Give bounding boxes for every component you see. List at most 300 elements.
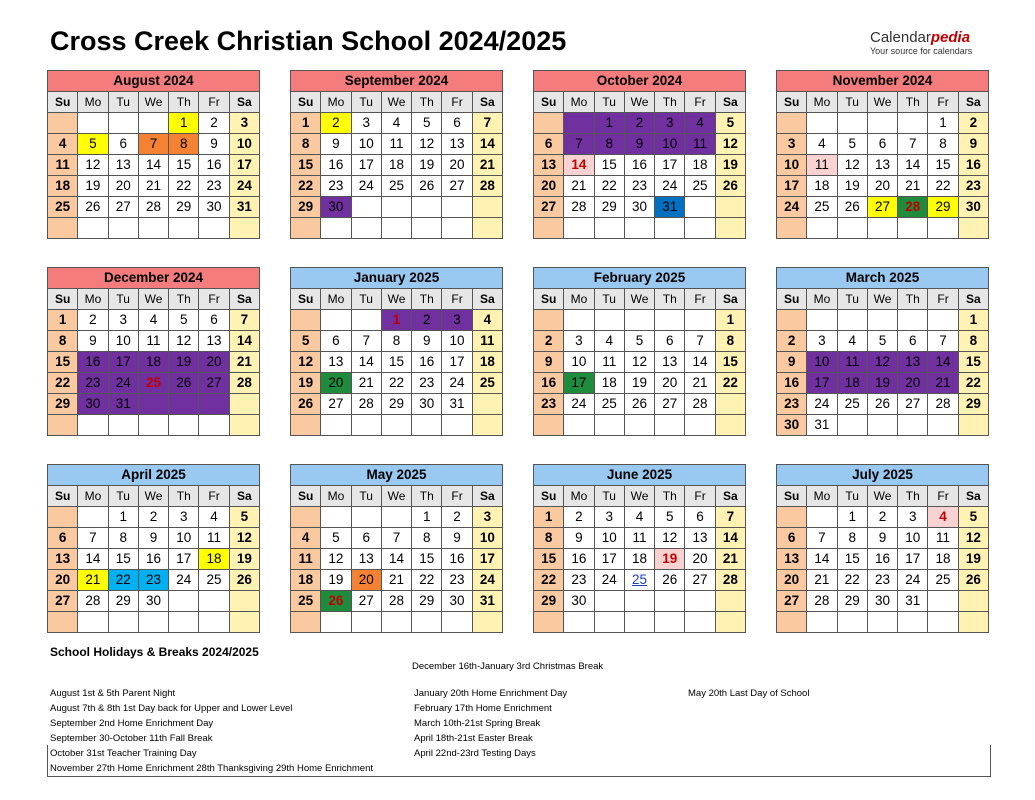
day-cell: 15 <box>534 549 564 570</box>
day-cell: 1 <box>594 113 624 134</box>
day-cell: 2 <box>777 331 807 352</box>
day-cell <box>655 415 685 436</box>
day-cell: 29 <box>928 197 958 218</box>
weekday-header: Th <box>655 289 685 310</box>
weekday-header: Mo <box>78 486 108 507</box>
day-cell: 4 <box>594 331 624 352</box>
day-cell: 30 <box>199 197 229 218</box>
day-cell <box>108 113 138 134</box>
weekday-header: Mo <box>78 92 108 113</box>
day-cell: 19 <box>958 549 988 570</box>
day-cell: 18 <box>594 373 624 394</box>
day-cell <box>715 197 745 218</box>
day-cell: 12 <box>624 352 654 373</box>
day-cell <box>412 612 442 633</box>
week-row <box>48 373 260 394</box>
weekday-header: Sa <box>715 486 745 507</box>
weekday-header: Th <box>169 486 199 507</box>
weekday-header: We <box>867 289 897 310</box>
week-row <box>291 528 503 549</box>
day-cell: 3 <box>655 113 685 134</box>
weekday-header: Mo <box>564 92 594 113</box>
day-cell <box>138 218 168 239</box>
day-cell: 12 <box>169 331 199 352</box>
day-cell <box>564 113 594 134</box>
day-cell: 12 <box>867 352 897 373</box>
day-cell <box>291 218 321 239</box>
week-row <box>48 612 260 633</box>
day-cell: 25 <box>138 373 168 394</box>
day-cell: 16 <box>564 549 594 570</box>
weekday-header: Sa <box>958 92 988 113</box>
month-calendar <box>290 267 503 436</box>
day-cell: 4 <box>138 310 168 331</box>
weekday-header: We <box>624 486 654 507</box>
day-cell: 14 <box>381 549 411 570</box>
weekday-header: Sa <box>229 289 259 310</box>
day-cell: 24 <box>351 176 381 197</box>
day-cell: 13 <box>867 155 897 176</box>
day-cell: 11 <box>138 331 168 352</box>
day-cell: 19 <box>229 549 259 570</box>
day-cell: 27 <box>655 394 685 415</box>
day-cell: 12 <box>655 528 685 549</box>
day-cell: 16 <box>777 373 807 394</box>
day-cell: 1 <box>958 310 988 331</box>
weekday-header: Th <box>655 486 685 507</box>
day-cell: 7 <box>78 528 108 549</box>
day-cell <box>837 218 867 239</box>
day-cell: 19 <box>291 373 321 394</box>
day-cell <box>351 218 381 239</box>
day-cell: 31 <box>108 394 138 415</box>
day-cell <box>594 218 624 239</box>
day-cell <box>351 415 381 436</box>
day-cell: 1 <box>715 310 745 331</box>
weekday-header: Tu <box>837 486 867 507</box>
day-cell <box>777 507 807 528</box>
day-cell: 22 <box>715 373 745 394</box>
day-cell: 1 <box>381 310 411 331</box>
day-cell: 15 <box>837 549 867 570</box>
week-row <box>534 310 746 331</box>
weekday-header: Tu <box>594 92 624 113</box>
day-cell <box>898 218 928 239</box>
day-cell: 12 <box>229 528 259 549</box>
weekday-header: We <box>624 289 654 310</box>
weekday-header: Fr <box>199 92 229 113</box>
note-item: December 16th-January 3rd Christmas Break <box>412 661 604 672</box>
day-cell: 7 <box>928 331 958 352</box>
weekday-header: Th <box>169 92 199 113</box>
day-cell <box>48 113 78 134</box>
weekday-header: Mo <box>807 289 837 310</box>
week-row <box>534 176 746 197</box>
day-cell <box>655 591 685 612</box>
week-row <box>534 549 746 570</box>
brand-name <box>870 30 1000 46</box>
day-cell <box>958 591 988 612</box>
day-cell: 27 <box>867 197 897 218</box>
day-cell: 19 <box>321 570 351 591</box>
day-cell: 21 <box>472 155 502 176</box>
day-cell <box>685 591 715 612</box>
day-cell: 12 <box>837 155 867 176</box>
day-cell: 3 <box>898 507 928 528</box>
day-cell: 13 <box>442 134 472 155</box>
day-cell: 11 <box>624 528 654 549</box>
day-cell: 31 <box>472 591 502 612</box>
day-cell <box>867 415 897 436</box>
day-cell: 22 <box>169 176 199 197</box>
week-row <box>534 155 746 176</box>
weekday-header: We <box>867 486 897 507</box>
day-cell: 19 <box>867 373 897 394</box>
day-cell: 29 <box>169 197 199 218</box>
day-cell: 3 <box>229 113 259 134</box>
day-cell: 22 <box>928 176 958 197</box>
weekday-header: Tu <box>351 92 381 113</box>
day-cell: 6 <box>777 528 807 549</box>
day-cell: 29 <box>837 591 867 612</box>
day-cell: 5 <box>715 113 745 134</box>
day-cell: 2 <box>564 507 594 528</box>
day-cell <box>867 612 897 633</box>
month-calendar <box>533 464 746 633</box>
week-row <box>48 310 260 331</box>
weekday-header: Sa <box>715 289 745 310</box>
day-cell: 8 <box>48 331 78 352</box>
day-cell: 10 <box>351 134 381 155</box>
day-cell <box>594 310 624 331</box>
weekday-header: Th <box>898 486 928 507</box>
weekday-header: Mo <box>78 289 108 310</box>
day-cell: 27 <box>321 394 351 415</box>
week-row <box>777 373 989 394</box>
day-cell: 23 <box>867 570 897 591</box>
day-cell: 20 <box>199 352 229 373</box>
day-cell <box>564 310 594 331</box>
weekday-header: Su <box>534 92 564 113</box>
day-cell <box>169 218 199 239</box>
day-cell: 4 <box>624 507 654 528</box>
day-cell: 13 <box>48 549 78 570</box>
weekday-header: Fr <box>442 289 472 310</box>
day-cell: 3 <box>169 507 199 528</box>
note-item: March 10th-21st Spring Break <box>414 718 541 729</box>
week-row <box>48 415 260 436</box>
day-cell: 2 <box>199 113 229 134</box>
day-cell: 10 <box>229 134 259 155</box>
day-cell: 18 <box>685 155 715 176</box>
day-cell <box>928 591 958 612</box>
day-cell: 31 <box>442 394 472 415</box>
day-cell: 11 <box>199 528 229 549</box>
day-cell <box>412 197 442 218</box>
day-cell: 26 <box>958 570 988 591</box>
week-row <box>48 176 260 197</box>
day-cell <box>715 218 745 239</box>
month-title: July 2025 <box>777 465 989 486</box>
weekday-header: Su <box>534 486 564 507</box>
month-calendar <box>290 464 503 633</box>
weekday-header: Mo <box>807 486 837 507</box>
weekday-header: Th <box>898 92 928 113</box>
day-cell: 30 <box>321 197 351 218</box>
week-row <box>534 528 746 549</box>
day-cell: 8 <box>594 134 624 155</box>
week-row <box>48 134 260 155</box>
day-cell <box>229 394 259 415</box>
day-cell: 7 <box>564 134 594 155</box>
day-cell: 1 <box>837 507 867 528</box>
month-table <box>290 70 503 239</box>
day-cell <box>351 507 381 528</box>
day-cell: 29 <box>958 394 988 415</box>
day-cell: 24 <box>564 394 594 415</box>
weekday-header: Tu <box>351 289 381 310</box>
day-cell: 21 <box>898 176 928 197</box>
day-cell <box>321 612 351 633</box>
day-cell: 30 <box>564 591 594 612</box>
day-cell: 5 <box>78 134 108 155</box>
day-cell: 7 <box>807 528 837 549</box>
week-row <box>291 570 503 591</box>
day-cell: 23 <box>442 570 472 591</box>
day-cell: 30 <box>442 591 472 612</box>
page-title: Cross Creek Christian School 2024/2025 <box>50 26 567 56</box>
day-cell <box>898 113 928 134</box>
day-cell: 9 <box>624 134 654 155</box>
day-cell: 21 <box>78 570 108 591</box>
day-cell <box>229 415 259 436</box>
day-cell: 3 <box>108 310 138 331</box>
day-cell: 23 <box>321 176 351 197</box>
day-cell: 11 <box>472 331 502 352</box>
day-cell: 13 <box>898 352 928 373</box>
day-cell: 15 <box>594 155 624 176</box>
day-cell: 9 <box>199 134 229 155</box>
day-cell <box>807 113 837 134</box>
day-cell <box>655 612 685 633</box>
day-cell: 25 <box>381 176 411 197</box>
weekday-header: We <box>138 289 168 310</box>
weekday-header: Su <box>291 289 321 310</box>
weekday-header: We <box>381 92 411 113</box>
day-cell: 26 <box>624 394 654 415</box>
day-cell <box>534 612 564 633</box>
month-calendar <box>776 267 989 436</box>
day-cell: 19 <box>78 176 108 197</box>
day-cell: 20 <box>321 373 351 394</box>
day-cell: 28 <box>564 197 594 218</box>
day-cell <box>807 507 837 528</box>
day-cell: 21 <box>685 373 715 394</box>
brand-logo[interactable] <box>870 30 1000 56</box>
day-cell: 21 <box>715 549 745 570</box>
day-cell: 12 <box>78 155 108 176</box>
day-cell: 27 <box>685 570 715 591</box>
day-cell <box>715 591 745 612</box>
day-cell: 26 <box>867 394 897 415</box>
day-cell: 9 <box>321 134 351 155</box>
day-cell: 6 <box>321 331 351 352</box>
day-cell: 16 <box>412 352 442 373</box>
day-cell: 16 <box>958 155 988 176</box>
day-cell: 14 <box>78 549 108 570</box>
month-title: April 2025 <box>48 465 260 486</box>
day-cell: 15 <box>928 155 958 176</box>
weekday-header: Tu <box>594 486 624 507</box>
week-row <box>291 176 503 197</box>
day-cell <box>685 197 715 218</box>
week-row <box>777 549 989 570</box>
day-cell: 7 <box>381 528 411 549</box>
day-cell: 14 <box>138 155 168 176</box>
day-cell <box>715 394 745 415</box>
month-table <box>533 70 746 239</box>
day-cell: 23 <box>624 176 654 197</box>
day-cell <box>807 310 837 331</box>
day-cell: 27 <box>351 591 381 612</box>
day-cell: 4 <box>291 528 321 549</box>
day-cell: 21 <box>351 373 381 394</box>
weekday-header: We <box>624 92 654 113</box>
weekday-header: Sa <box>229 486 259 507</box>
day-cell <box>867 218 897 239</box>
month-title: February 2025 <box>534 268 746 289</box>
day-cell: 10 <box>442 331 472 352</box>
day-cell: 31 <box>655 197 685 218</box>
day-cell: 2 <box>442 507 472 528</box>
week-row <box>777 394 989 415</box>
day-cell: 19 <box>655 549 685 570</box>
day-cell: 2 <box>321 113 351 134</box>
day-cell: 25 <box>594 394 624 415</box>
day-cell: 5 <box>867 331 897 352</box>
day-cell: 17 <box>777 176 807 197</box>
day-cell: 18 <box>381 155 411 176</box>
weekday-header: Mo <box>321 92 351 113</box>
weekday-header: Mo <box>564 289 594 310</box>
day-cell <box>715 612 745 633</box>
day-cell: 11 <box>928 528 958 549</box>
day-cell: 26 <box>291 394 321 415</box>
note-item: September 30-October 11th Fall Break <box>50 733 213 744</box>
day-cell: 24 <box>472 570 502 591</box>
day-cell: 16 <box>199 155 229 176</box>
day-cell: 28 <box>381 591 411 612</box>
day-cell: 25 <box>472 373 502 394</box>
day-cell: 25 <box>48 197 78 218</box>
day-cell: 26 <box>655 570 685 591</box>
week-row <box>48 352 260 373</box>
day-cell: 11 <box>291 549 321 570</box>
weekday-header: We <box>381 289 411 310</box>
day-cell: 17 <box>442 352 472 373</box>
day-cell: 3 <box>564 331 594 352</box>
day-cell <box>169 394 199 415</box>
day-cell <box>321 218 351 239</box>
day-cell <box>412 218 442 239</box>
day-cell: 22 <box>534 570 564 591</box>
month-title: June 2025 <box>534 465 746 486</box>
day-cell <box>321 415 351 436</box>
day-cell: 16 <box>624 155 654 176</box>
day-cell <box>898 310 928 331</box>
day-cell: 10 <box>807 352 837 373</box>
day-cell: 18 <box>624 549 654 570</box>
day-cell: 2 <box>624 113 654 134</box>
day-cell <box>777 113 807 134</box>
week-row <box>777 591 989 612</box>
day-cell <box>534 218 564 239</box>
day-cell: 10 <box>898 528 928 549</box>
week-row <box>291 310 503 331</box>
day-cell: 6 <box>534 134 564 155</box>
day-cell: 27 <box>442 176 472 197</box>
month-title: January 2025 <box>291 268 503 289</box>
week-row <box>777 612 989 633</box>
day-cell: 31 <box>898 591 928 612</box>
day-cell <box>291 310 321 331</box>
day-cell: 19 <box>715 155 745 176</box>
day-cell: 18 <box>837 373 867 394</box>
day-cell: 24 <box>169 570 199 591</box>
weekday-header: Fr <box>442 486 472 507</box>
day-cell: 30 <box>412 394 442 415</box>
day-cell: 7 <box>229 310 259 331</box>
day-cell: 18 <box>48 176 78 197</box>
day-cell <box>321 310 351 331</box>
day-cell: 15 <box>291 155 321 176</box>
day-cell: 17 <box>351 155 381 176</box>
day-cell: 17 <box>898 549 928 570</box>
month-calendar <box>47 464 260 633</box>
day-cell: 3 <box>777 134 807 155</box>
day-cell: 24 <box>777 197 807 218</box>
day-cell <box>169 591 199 612</box>
brand-tagline: Your source for calendars <box>870 46 973 56</box>
day-cell: 14 <box>807 549 837 570</box>
note-item: April 22nd-23rd Testing Days <box>414 748 536 759</box>
day-cell: 8 <box>715 331 745 352</box>
day-cell: 12 <box>291 352 321 373</box>
week-row <box>534 352 746 373</box>
day-cell: 14 <box>472 134 502 155</box>
day-cell: 11 <box>48 155 78 176</box>
day-cell <box>138 415 168 436</box>
day-cell <box>381 415 411 436</box>
weekday-header: Mo <box>564 486 594 507</box>
day-cell: 6 <box>48 528 78 549</box>
note-item: April 18th-21st Easter Break <box>414 733 533 744</box>
day-cell <box>381 218 411 239</box>
month-calendar <box>776 70 989 239</box>
week-row <box>777 352 989 373</box>
note-item: August 7th & 8th 1st Day back for Upper and Lower Level <box>50 703 293 714</box>
day-cell <box>564 218 594 239</box>
day-cell: 25 <box>807 197 837 218</box>
day-cell <box>381 197 411 218</box>
day-cell: 15 <box>381 352 411 373</box>
day-cell: 23 <box>412 373 442 394</box>
day-cell: 29 <box>291 197 321 218</box>
day-cell: 24 <box>655 176 685 197</box>
weekday-header: Mo <box>321 289 351 310</box>
day-cell: 26 <box>169 373 199 394</box>
weekday-header: Th <box>898 289 928 310</box>
